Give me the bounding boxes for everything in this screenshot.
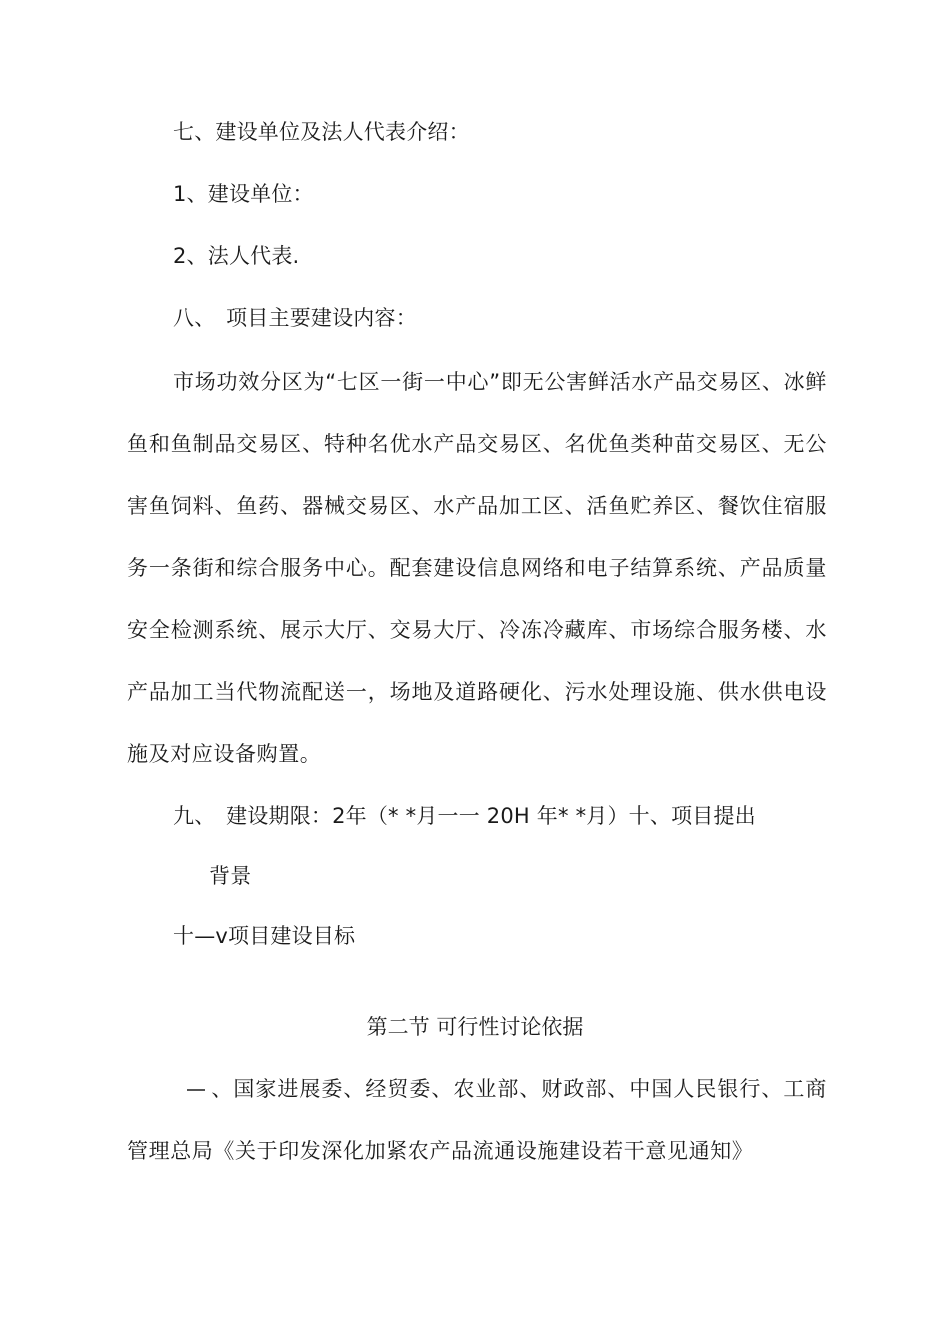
section-11-heading: 十—v项目建设目标 [173,924,356,948]
section-two-heading: 第二节 可行性讨论依据 [366,1015,584,1039]
list-dash-mark [187,1089,205,1092]
section-7-item-2: 2、法人代表. [173,244,300,268]
section-7-heading: 七、建设单位及法人代表介绍： [173,120,470,144]
section-two-item-1-text: 、国家进展委、经贸委、农业部、财政部、中国人民银行、工商管理总局《关于印发深化加紧农产品流通设施建设若干意见通知》 [127,1077,827,1163]
section-7-item-1: 1、建设单位： [173,182,314,206]
section-8-body: 市场功效分区为“七区一街一中心”即无公害鲜活水产品交易区、冰鲜鱼和鱼制品交易区、特种名优水产品交易区、名优鱼类种苗交易区、无公害鱼饲料、鱼药、器械交易区、水产品加工区、活鱼贮养区、餐饮住宿服务一条街和综合服务中心。配套建设信息网络和电子结算系统、产品质量安全检测系统、展示大厅、交易大厅、冷冻冷藏库、市场综合服务楼、水产品加工当代物流配送一，场地及道路硬化、污水处理设施、供水供电设施及对应设备购置。 [127,370,827,766]
section-10-heading-continuation: 背景 [209,864,252,888]
section-9-heading: 九、 建设期限：2年（* *月一一 20H 年* *月）十、项目提出 [173,804,756,828]
section-8-heading: 八、 项目主要建设内容： [173,306,417,330]
section-two-item-1 [127,1058,827,1182]
